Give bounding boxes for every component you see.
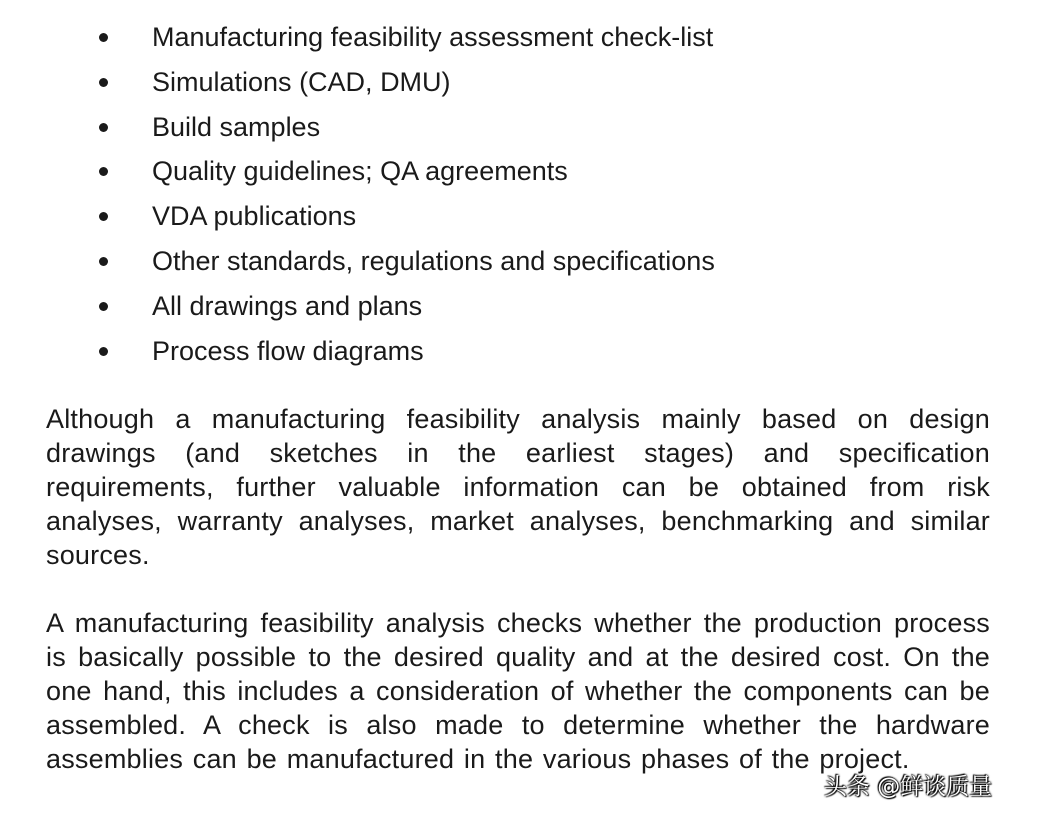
bullet-icon <box>99 302 108 311</box>
bullet-icon <box>99 123 108 132</box>
list-item-text: Build samples <box>152 111 321 142</box>
bullet-icon <box>99 212 108 221</box>
paragraph-information-sources: Although a manufacturing feasibility analysis mainly based on design drawings (and sketches in the earliest stages) and specification requirements, further valuable information can be obtained from risk analyses, warranty analyses, market analyses, benchmarking and similar sources. <box>46 404 990 570</box>
list-item <box>0 196 1038 241</box>
list-item <box>0 17 1038 62</box>
list-item-text: Quality guidelines; QA agreements <box>152 156 568 187</box>
input-sources-list <box>0 17 1038 375</box>
list-item-text: Simulations (CAD, DMU) <box>152 66 451 97</box>
paragraph-feasibility-checks: A manufacturing feasibility analysis checks whether the production process is basically possible to the desired quality and at the desired cost. On the one hand, this includes a consideration of whether the components can be assembled. A check is also made to determine whether the hardware assemblies can be manufactured in the various phases of the project. <box>46 608 990 774</box>
list-item <box>0 62 1038 107</box>
bullet-icon <box>99 257 108 266</box>
bullet-icon <box>99 33 108 42</box>
bullet-icon <box>99 78 108 87</box>
list-item-text: VDA publications <box>152 201 357 232</box>
bullet-icon <box>99 347 108 356</box>
list-item-text: Other standards, regulations and specifications <box>152 245 715 276</box>
list-item <box>0 107 1038 152</box>
list-item <box>0 151 1038 196</box>
list-item <box>0 331 1038 376</box>
bullet-icon <box>99 167 108 176</box>
list-item-text: Process flow diagrams <box>152 335 424 366</box>
list-item-text: Manufacturing feasibility assessment check-list <box>152 22 714 52</box>
watermark-text: 头条 @鲜谈质量 <box>824 774 993 800</box>
list-item-text: All drawings and plans <box>152 290 423 321</box>
list-item <box>0 286 1038 331</box>
list-item <box>0 241 1038 286</box>
